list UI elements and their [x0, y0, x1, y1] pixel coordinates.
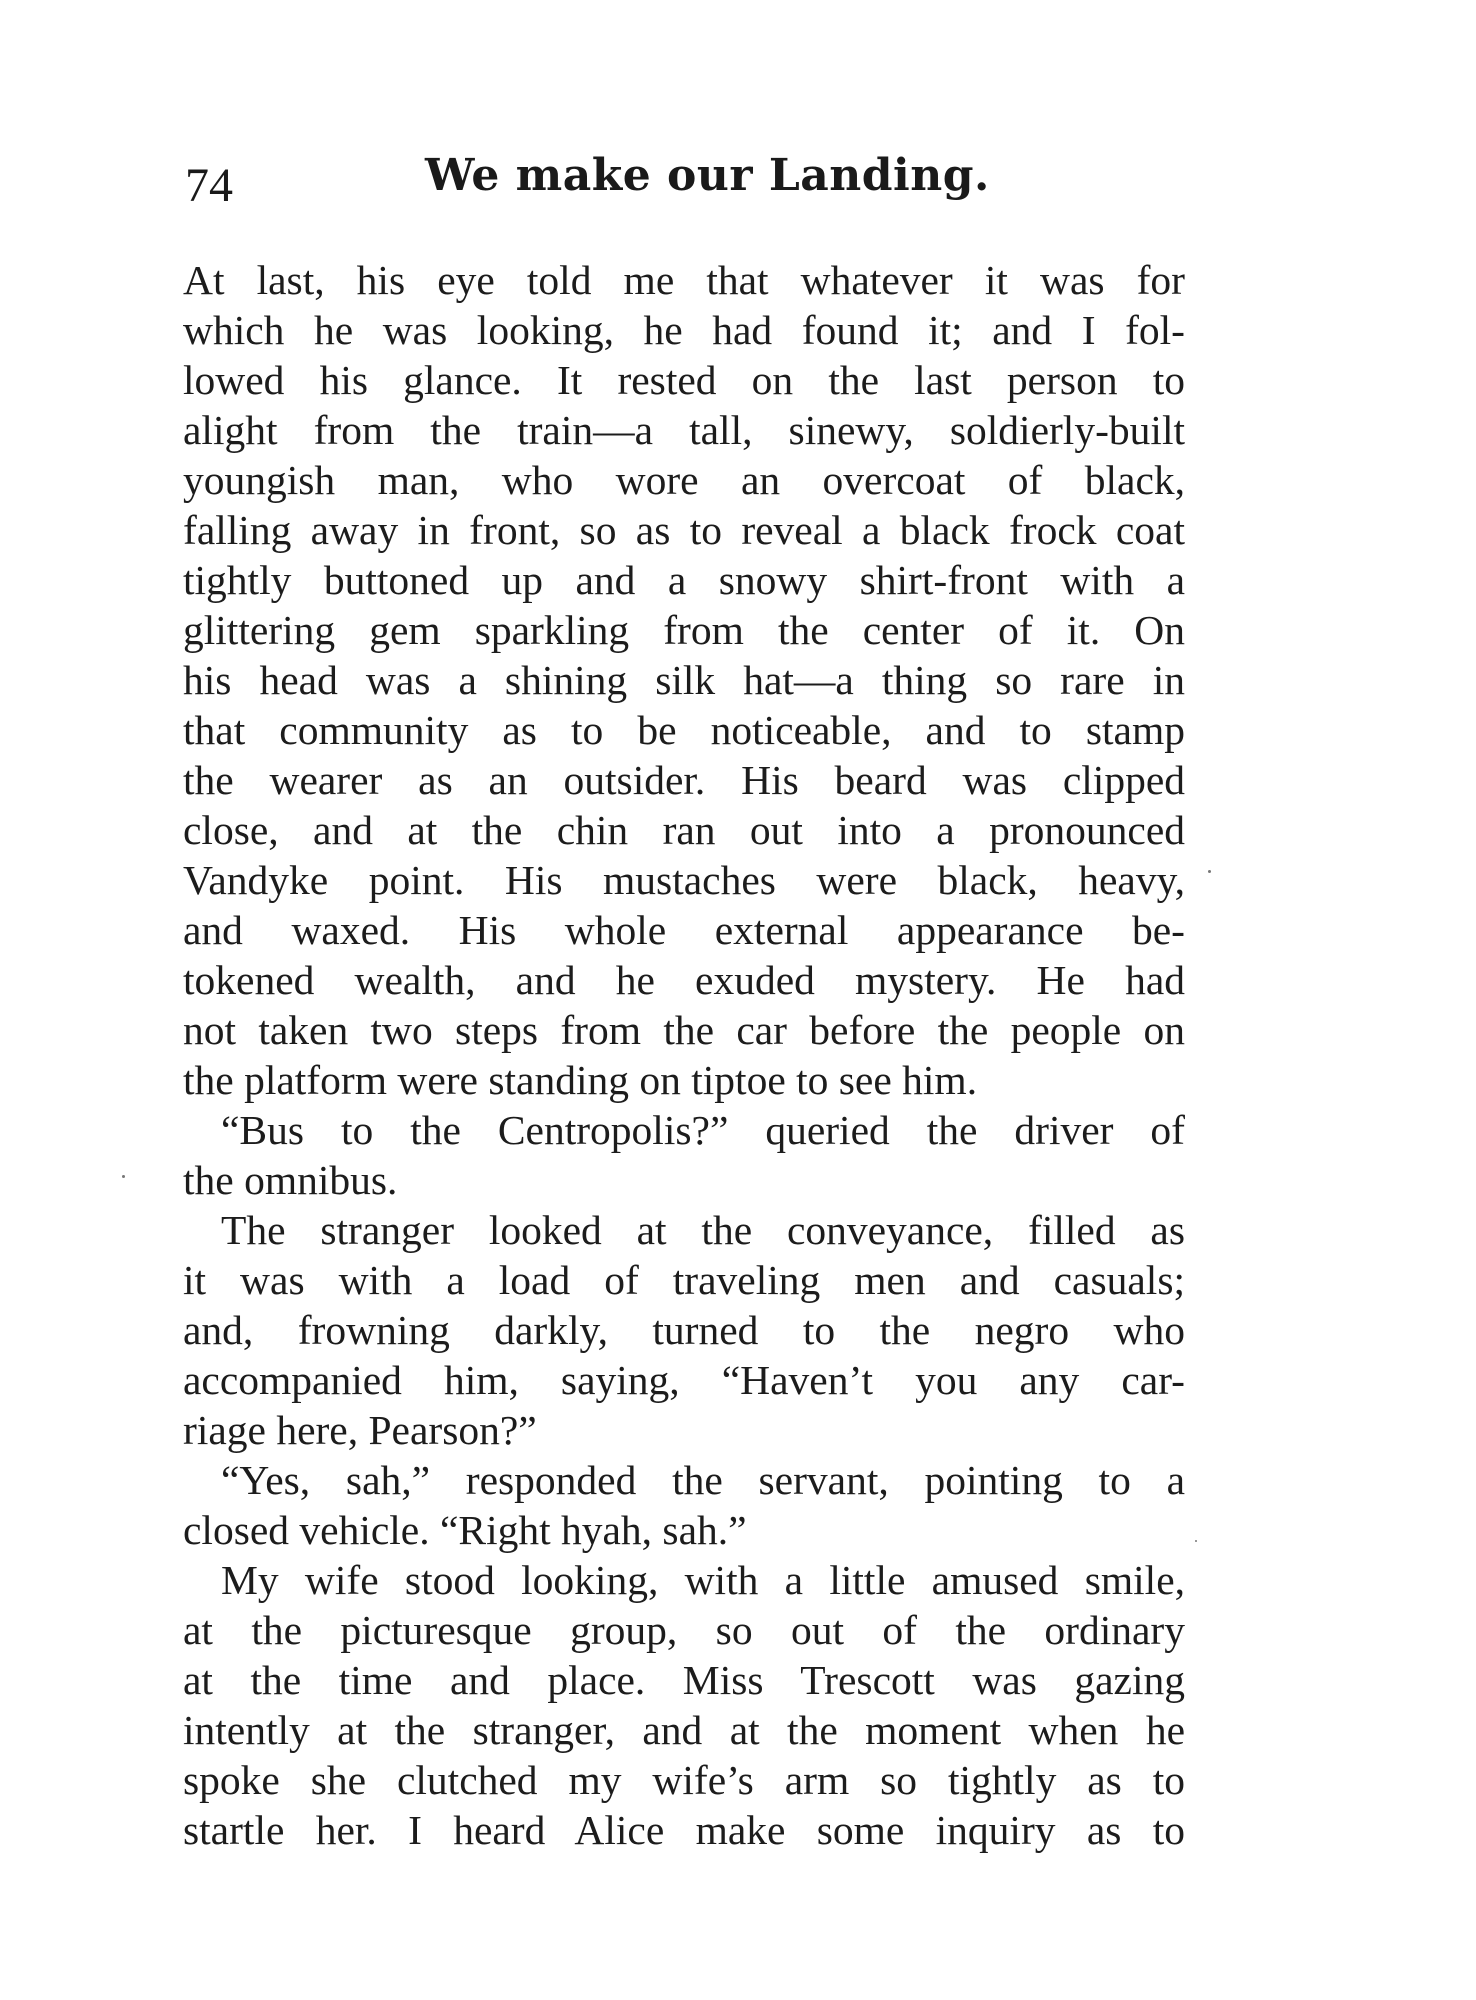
text-line: riage here, Pearson?” — [183, 1407, 537, 1453]
text-line: falling away in front, so as to reveal a black frock coat — [183, 507, 1185, 553]
text-line: spoke she clutched my wife’s arm so tightly as to — [183, 1757, 1185, 1803]
text-line: intently at the stranger, and at the moment when he — [183, 1707, 1185, 1753]
text-line: lowed his glance. It rested on the last person to — [183, 357, 1185, 403]
text-line: youngish man, who wore an overcoat of black, — [183, 457, 1185, 503]
paper-speck — [1208, 870, 1211, 873]
text-line: at the picturesque group, so out of the ordinary — [183, 1607, 1185, 1653]
text-line: My wife stood looking, with a little amused smile, — [221, 1557, 1185, 1603]
body-text — [183, 255, 1185, 1855]
text-line: alight from the train—a tall, sinewy, soldierly-built — [183, 407, 1185, 453]
text-line: it was with a load of traveling men and casuals; — [183, 1257, 1185, 1303]
text-line: “Yes, sah,” responded the servant, pointing to a — [221, 1457, 1185, 1503]
paper-speck — [1195, 1540, 1197, 1542]
text-line: tokened wealth, and he exuded mystery. He had — [183, 957, 1185, 1003]
paper-speck — [122, 1175, 125, 1178]
text-line: that community as to be noticeable, and to stamp — [183, 707, 1185, 753]
text-line: which he was looking, he had found it; and I fol- — [183, 307, 1185, 353]
text-line: not taken two steps from the car before the people on — [183, 1007, 1185, 1053]
text-line: at the time and place. Miss Trescott was gazing — [183, 1657, 1185, 1703]
text-line: accompanied him, saying, “Haven’t you any car- — [183, 1357, 1185, 1403]
text-line: close, and at the chin ran out into a pronounced — [183, 807, 1185, 853]
text-line: closed vehicle. “Right hyah, sah.” — [183, 1507, 747, 1553]
page-header — [185, 150, 1185, 220]
text-line: and, frowning darkly, turned to the negro who — [183, 1307, 1185, 1353]
text-line: glittering gem sparkling from the center of it. On — [183, 607, 1185, 653]
text-line: the wearer as an outsider. His beard was clipped — [183, 757, 1185, 803]
text-line: and waxed. His whole external appearance be- — [183, 907, 1185, 953]
running-title: We make our Landing. — [425, 150, 990, 201]
text-line: his head was a shining silk hat—a thing so rare in — [183, 657, 1185, 703]
text-line: Vandyke point. His mustaches were black, heavy, — [183, 857, 1185, 903]
text-line: the platform were standing on tiptoe to see him. — [183, 1057, 978, 1103]
text-line: tightly buttoned up and a snowy shirt-front with a — [183, 557, 1185, 603]
text-line: At last, his eye told me that whatever it was for — [183, 257, 1185, 303]
text-line: The stranger looked at the conveyance, filled as — [221, 1207, 1185, 1253]
text-line: the omnibus. — [183, 1157, 398, 1203]
page-number: 74 — [185, 159, 233, 212]
text-line: startle her. I heard Alice make some inquiry as to — [183, 1807, 1185, 1853]
text-line: “Bus to the Centropolis?” queried the driver of — [221, 1107, 1185, 1153]
